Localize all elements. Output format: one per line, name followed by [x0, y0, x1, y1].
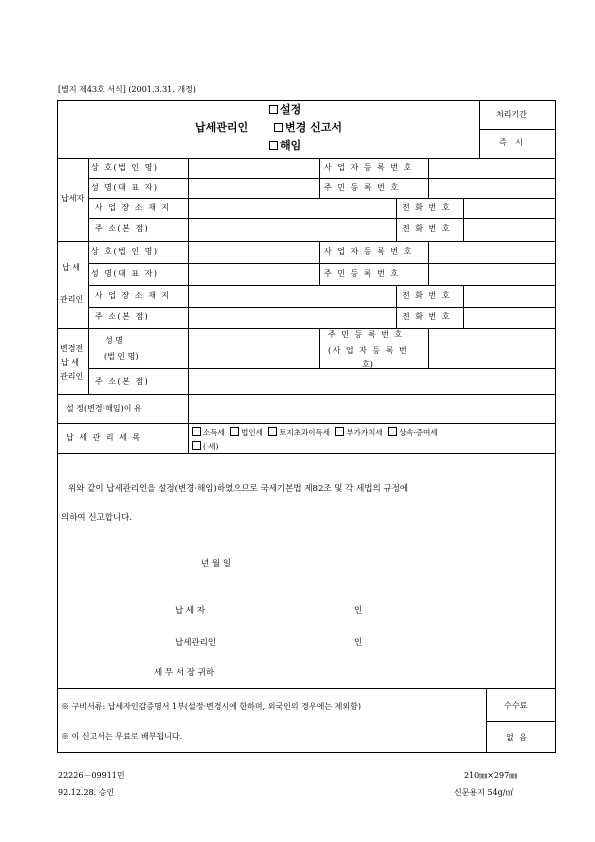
section-prev-3: 관리인	[60, 372, 84, 381]
prev-name-label: 성 명	[105, 336, 123, 345]
section-prev-1: 변경전	[60, 344, 84, 353]
option-setup[interactable]: 설정	[269, 105, 301, 115]
taxpayer-rrn-label: 주 민 등 록 번 호	[324, 183, 400, 192]
manager-business-name-label: 상 호(법 인 명)	[91, 247, 159, 256]
fee-label: 수수료	[504, 701, 528, 710]
taxpayer-seal: 인	[354, 606, 363, 616]
option-change[interactable]: 변경 신고서	[274, 123, 342, 133]
taxpayer-bizno-label: 사 업 자 등 록 번 호	[324, 163, 413, 172]
taxpayer-workplace-label: 사 업 장 소 재 지	[95, 203, 171, 212]
checkbox-icon	[192, 427, 201, 436]
footer-approval: 92.12.28. 승인	[58, 788, 115, 797]
form-frame	[57, 100, 556, 753]
taxpayer-business-name-label: 상 호(법 인 명)	[91, 163, 159, 172]
checkbox-icon	[269, 105, 278, 114]
section-manager-2: 관리인	[60, 295, 84, 304]
manager-name-label: 성 명(대 표 자)	[91, 269, 159, 278]
taxpayer-name-label: 성 명(대 표 자)	[91, 183, 159, 192]
reason-label: 설 정(변경·해임)이 유	[66, 404, 142, 413]
section-manager-1: 납 세	[62, 263, 80, 272]
prev-corp-name-label: (법 인 명)	[104, 352, 139, 361]
prev-bizno-label: (사 업 자 등 록 번	[328, 346, 409, 355]
tax-items-options[interactable]: 소득세 법인세 토지초과이득세 부가가치세 상속·증여세	[192, 427, 438, 438]
checkbox-icon	[269, 141, 278, 150]
taxpayer-phone2-label: 전 화 번 호	[402, 224, 452, 233]
checkbox-icon	[335, 427, 344, 436]
form-number: [별지 제43호 서식] (2001.3.31. 개정)	[58, 85, 196, 94]
manager-workplace-label: 사 업 장 소 재 지	[95, 291, 171, 300]
prev-address-label: 주 소(본 점)	[95, 377, 150, 386]
manager-address-label: 주 소(본 점)	[95, 312, 150, 321]
section-prev-2: 납 세	[61, 358, 79, 367]
section-taxpayer: 납세자	[61, 194, 85, 203]
footer-paper-size: 210㎜×297㎜	[464, 771, 518, 780]
footer-form-code: 22226－09911민	[58, 771, 125, 780]
fee-value: 없 음	[506, 733, 529, 742]
checkbox-icon	[268, 427, 277, 436]
checkbox-icon	[192, 441, 201, 450]
taxpayer-phone-label: 전 화 번 호	[402, 203, 452, 212]
manager-phone-label: 전 화 번 호	[402, 291, 452, 300]
declaration-line-1: 위와 같이 납세관리인을 설정(변경·해임)하였으므로 국세기본법 제82조 및 각 세법의 규정에	[68, 484, 409, 494]
processing-period-label: 처리기간	[496, 110, 527, 119]
declaration-date: 년 월 일	[201, 559, 232, 569]
manager-bizno-label: 사 업 자 등 록 번 호	[324, 247, 413, 256]
tax-items-other[interactable]: ( 세)	[192, 441, 218, 452]
checkbox-icon	[230, 427, 239, 436]
prev-bizno-label-end: 호)	[362, 360, 373, 369]
footer-paper-type: 신문용지 54g/㎡	[454, 788, 514, 797]
manager-rrn-label: 주 민 등 록 번 호	[324, 269, 400, 278]
addressee: 세 무 서 장 귀하	[154, 668, 215, 678]
checkbox-icon	[388, 427, 397, 436]
declaration-taxpayer-label: 납 세 자	[175, 606, 206, 616]
option-dismiss[interactable]: 해임	[269, 141, 301, 151]
manager-seal: 인	[354, 638, 363, 648]
taxpayer-address-label: 주 소(본 점)	[95, 224, 150, 233]
prev-rrn-label: 주 민 등 록 번 호	[328, 330, 404, 339]
processing-period-value: 즉 시	[499, 138, 526, 147]
declaration-line-2: 의하여 신고합니다.	[61, 513, 133, 523]
title-main: 납세관리인	[195, 121, 249, 134]
tax-items-label: 납 세 관 리 세 목	[66, 433, 142, 442]
declaration-manager-label: 납세관리인	[175, 638, 217, 648]
manager-phone2-label: 전 화 번 호	[402, 312, 452, 321]
required-docs-note: ※ 구비서류: 납세자인감증명서 1부(설정·변경시에 한하며, 외국인의 경우에는 제외함)	[61, 702, 361, 711]
checkbox-icon	[274, 123, 283, 132]
free-distribution-note: ※ 이 신고서는 무료로 배부됩니다.	[61, 732, 183, 741]
